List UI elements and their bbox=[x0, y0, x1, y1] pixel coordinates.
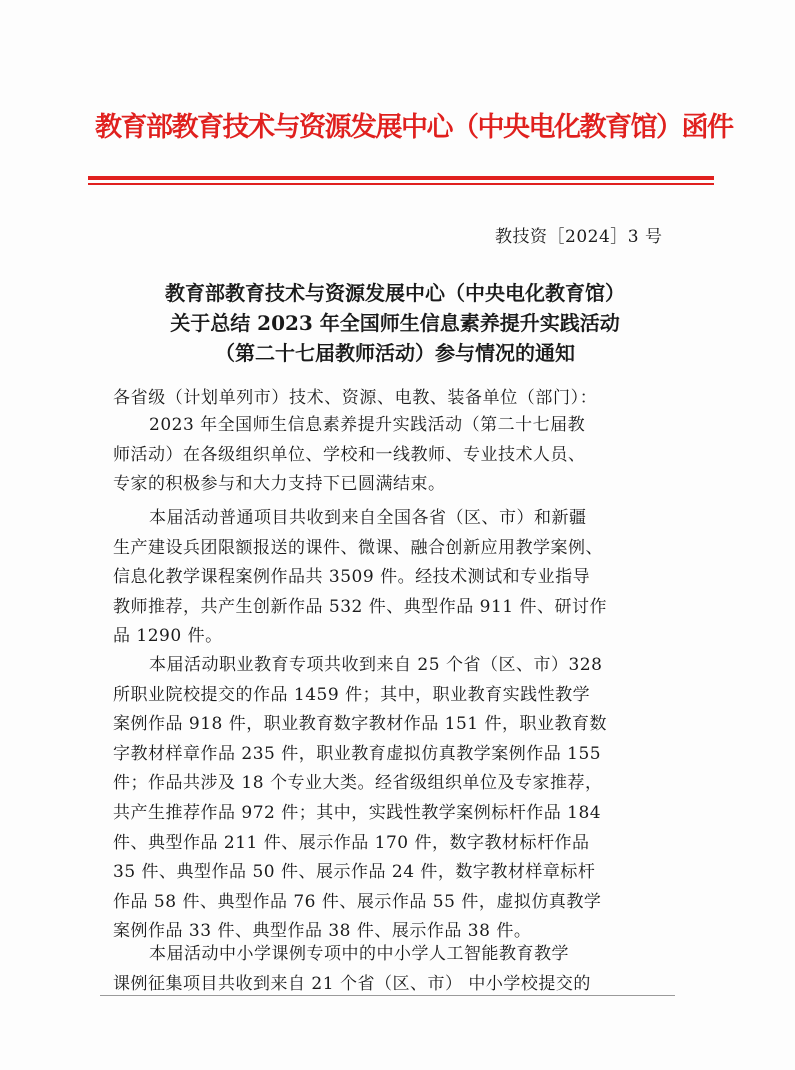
salutation: 各省级（计划单列市）技术、资源、电教、装备单位（部门）： bbox=[113, 388, 598, 408]
paragraph-line: 生产建设兵团限额报送的课件、微课、融合创新应用教学案例、 bbox=[113, 537, 603, 558]
paragraph-line: 作品 58 件、典型作品 76 件、展示作品 55 件，虚拟仿真教学 bbox=[113, 891, 602, 912]
paragraph-line: 课例征集项目共收到来自 21 个省（区、市） 中小学校提交的 bbox=[113, 973, 591, 994]
paragraph-1 bbox=[113, 411, 679, 500]
paragraph-line: 本届活动职业教育专项共收到来自 25 个省（区、市）328 bbox=[149, 655, 603, 675]
title-line: 教育部教育技术与资源发展中心（中央电化教育馆） bbox=[165, 281, 625, 305]
paragraph-line: 品 1290 件。 bbox=[113, 626, 223, 647]
title-line: （第二十七届教师活动）参与情况的通知 bbox=[215, 341, 575, 365]
paragraph-line: 师活动）在各级组织单位、学校和一线教师、专业技术人员、 bbox=[113, 444, 586, 465]
document-title bbox=[95, 278, 695, 368]
paragraph-line: 字教材样章作品 235 件，职业教育虚拟仿真教学案例作品 155 bbox=[113, 743, 602, 764]
paragraph-line: 本届活动普通项目共收到来自全国各省（区、市）和新疆 bbox=[149, 508, 587, 528]
document-number: 教技资［2024］3 号 bbox=[495, 227, 663, 247]
paragraph-line: 案例作品 33 件、典型作品 38 件、展示作品 38 件。 bbox=[113, 921, 532, 942]
paragraph-2 bbox=[113, 504, 679, 652]
paragraph-line: 教师推荐，共产生创新作品 532 件、典型作品 911 件、研讨作 bbox=[113, 596, 608, 617]
paragraph-line: 35 件、典型作品 50 件、展示作品 24 件，数字教材样章标杆 bbox=[113, 862, 596, 883]
paragraph-4 bbox=[113, 940, 679, 999]
letterhead-rule-thick bbox=[88, 176, 714, 180]
paragraph-line: 本届活动中小学课例专项中的中小学人工智能教育教学 bbox=[149, 944, 569, 964]
paragraph-line: 所职业院校提交的作品 1459 件；其中，职业教育实践性教学 bbox=[113, 684, 591, 705]
title-line: 关于总结 2023 年全国师生信息素养提升实践活动 bbox=[170, 311, 620, 335]
letterhead-rule-thin bbox=[88, 183, 714, 185]
paragraph-line: 2023 年全国师生信息素养提升实践活动（第二十七届教 bbox=[149, 415, 586, 435]
text-underline-rule bbox=[100, 995, 675, 996]
letterhead-title: 教育部教育技术与资源发展中心（中央电化教育馆）函件 bbox=[95, 112, 733, 143]
paragraph-line: 件；作品共涉及 18 个专业大类。经省级组织单位及专家推荐， bbox=[113, 773, 603, 794]
paragraph-line: 案例作品 918 件，职业教育数字教材作品 151 件，职业教育数 bbox=[113, 714, 608, 735]
paragraph-line: 信息化教学课程案例作品共 3509 件。经技术测试和专业指导 bbox=[113, 567, 591, 588]
paragraph-3 bbox=[113, 651, 679, 947]
paragraph-line: 共产生推荐作品 972 件；其中，实践性教学案例标杆作品 184 bbox=[113, 802, 602, 823]
paragraph-line: 专家的积极参与和大力支持下已圆满结束。 bbox=[113, 474, 446, 495]
paragraph-line: 件、典型作品 211 件、展示作品 170 件，数字教材标杆作品 bbox=[113, 832, 590, 853]
